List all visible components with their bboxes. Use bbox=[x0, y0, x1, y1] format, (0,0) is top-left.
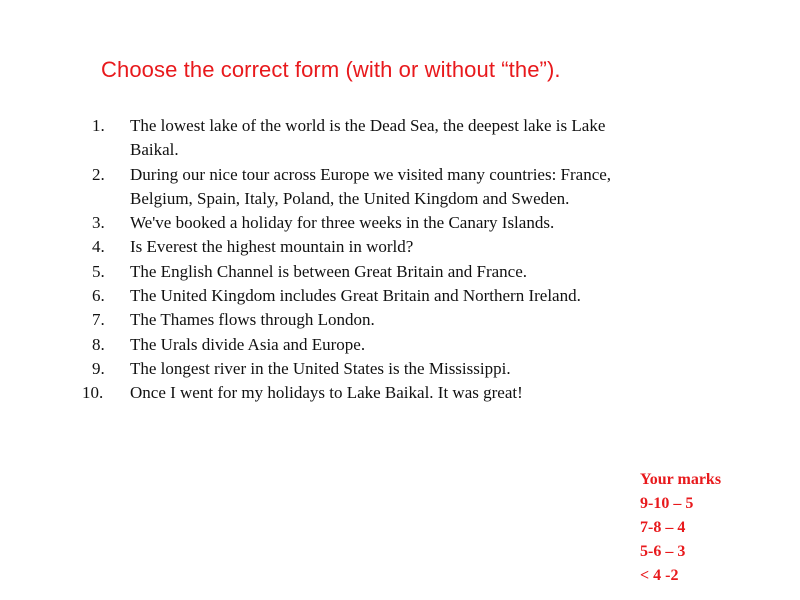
item-number: 2. bbox=[92, 164, 105, 184]
page-title: Choose the correct form (with or without “the”). bbox=[101, 57, 561, 82]
item-number: 3. bbox=[92, 213, 105, 233]
list-item bbox=[92, 163, 632, 212]
list-item bbox=[92, 260, 632, 284]
marks-heading: Your marks bbox=[640, 471, 722, 488]
list-item bbox=[92, 333, 632, 357]
item-number: 4. bbox=[92, 237, 105, 257]
list-item bbox=[92, 308, 632, 332]
item-text: Is Everest the highest mountain in world? bbox=[130, 237, 414, 257]
list-item bbox=[92, 357, 632, 381]
list-item bbox=[92, 211, 632, 235]
list-item bbox=[92, 284, 632, 308]
list-item bbox=[82, 381, 632, 405]
item-text: The longest river in the United States is the Mississippi. bbox=[130, 358, 511, 378]
item-text: We've booked a holiday for three weeks in the Canary Islands. bbox=[130, 213, 555, 233]
item-text: During our nice tour across Europe we visited many countries: France, Belgium, Spain, Italy, Poland, the United Kingdom and Sweden. bbox=[130, 164, 612, 208]
item-number: 8. bbox=[92, 334, 105, 354]
exercise-list bbox=[82, 114, 632, 406]
marks-line: 9-10 – 5 bbox=[640, 495, 694, 512]
item-text: Once I went for my holidays to Lake Baikal. It was great! bbox=[130, 383, 523, 403]
item-number: 9. bbox=[92, 358, 105, 378]
list-item bbox=[92, 235, 632, 259]
item-number: 7. bbox=[92, 310, 105, 330]
item-number: 1. bbox=[92, 116, 105, 135]
item-text: The English Channel is between Great Britain and France. bbox=[130, 261, 528, 281]
marks-line: 7-8 – 4 bbox=[640, 519, 686, 536]
item-number: 5. bbox=[92, 261, 105, 281]
item-text: The lowest lake of the world is the Dead Sea, the deepest lake is Lake Baikal. bbox=[130, 116, 606, 160]
marks-panel bbox=[640, 468, 721, 588]
list-item bbox=[92, 114, 632, 163]
marks-line: < 4 -2 bbox=[640, 567, 679, 584]
item-text: The Thames flows through London. bbox=[130, 310, 375, 330]
item-number: 10. bbox=[82, 383, 104, 403]
item-text: The United Kingdom includes Great Britain and Northern Ireland. bbox=[130, 286, 581, 306]
marks-line: 5-6 – 3 bbox=[640, 543, 686, 560]
item-text: The Urals divide Asia and Europe. bbox=[130, 334, 366, 354]
item-number: 6. bbox=[92, 286, 105, 306]
